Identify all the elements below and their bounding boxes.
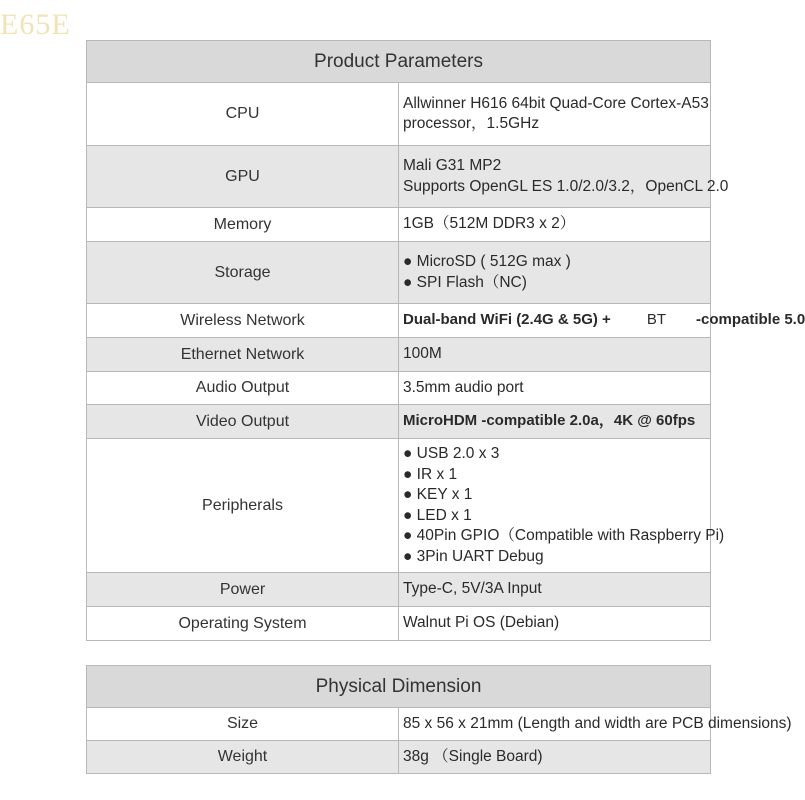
row-label-operating-system: Operating System (87, 607, 399, 641)
row-label-weight: Weight (87, 741, 399, 774)
row-label-wireless-network: Wireless Network (87, 304, 399, 338)
table-row (87, 405, 711, 439)
table-row (87, 304, 711, 338)
table-row (87, 242, 711, 304)
row-value-wireless-network: Dual-band WiFi (2.4G & 5G) + BT -compatible 5.0 (399, 304, 711, 338)
row-value-size: 85 x 56 x 21mm (Length and width are PCB dimensions) (399, 708, 711, 741)
row-value-power: Type-C, 5V/3A Input (399, 573, 711, 607)
row-value-operating-system: Walnut Pi OS (Debian) (399, 607, 711, 641)
table-row (87, 439, 711, 573)
row-value-video-output: MicroHDM -compatible 2.0a，4K @ 60fps (399, 405, 711, 439)
table-row (87, 607, 711, 641)
row-label-gpu: GPU (87, 146, 399, 208)
watermark-text: E65E (0, 8, 71, 41)
row-value-cpu: Allwinner H616 64bit Quad-Core Cortex-A53 processor，1.5GHz (399, 83, 711, 146)
row-value-storage: ● MicroSD ( 512G max ) ● SPI Flash（NC) (399, 242, 711, 304)
table-row (87, 208, 711, 242)
table-row (87, 573, 711, 607)
product-parameters-title: Product Parameters (87, 41, 711, 83)
table-row (87, 741, 711, 774)
row-label-memory: Memory (87, 208, 399, 242)
row-label-cpu: CPU (87, 83, 399, 146)
table-row (87, 708, 711, 741)
physical-dimension-table (86, 665, 792, 774)
row-value-audio-output: 3.5mm audio port (399, 372, 711, 405)
row-label-power: Power (87, 573, 399, 607)
row-label-ethernet-network: Ethernet Network (87, 338, 399, 372)
row-label-audio-output: Audio Output (87, 372, 399, 405)
product-parameters-table (86, 40, 805, 641)
row-label-peripherals: Peripherals (87, 439, 399, 573)
row-label-storage: Storage (87, 242, 399, 304)
physical-dimension-title: Physical Dimension (87, 666, 711, 708)
row-label-size: Size (87, 708, 399, 741)
row-value-weight: 38g （Single Board) (399, 741, 711, 774)
table-row (87, 338, 711, 372)
row-value-gpu: Mali G31 MP2 Supports OpenGL ES 1.0/2.0/3.2，OpenCL 2.0 (399, 146, 711, 208)
row-label-video-output: Video Output (87, 405, 399, 439)
row-value-peripherals: ● USB 2.0 x 3 ● IR x 1 ● KEY x 1 ● LED x 1 ● 40Pin GPIO（Compatible with Raspberry Pi) ● 3Pin UART Debug (399, 439, 711, 573)
row-value-ethernet-network: 100M (399, 338, 711, 372)
table-row (87, 83, 711, 146)
table-row (87, 146, 711, 208)
row-value-memory: 1GB（512M DDR3 x 2） (399, 208, 711, 242)
table-row (87, 372, 711, 405)
